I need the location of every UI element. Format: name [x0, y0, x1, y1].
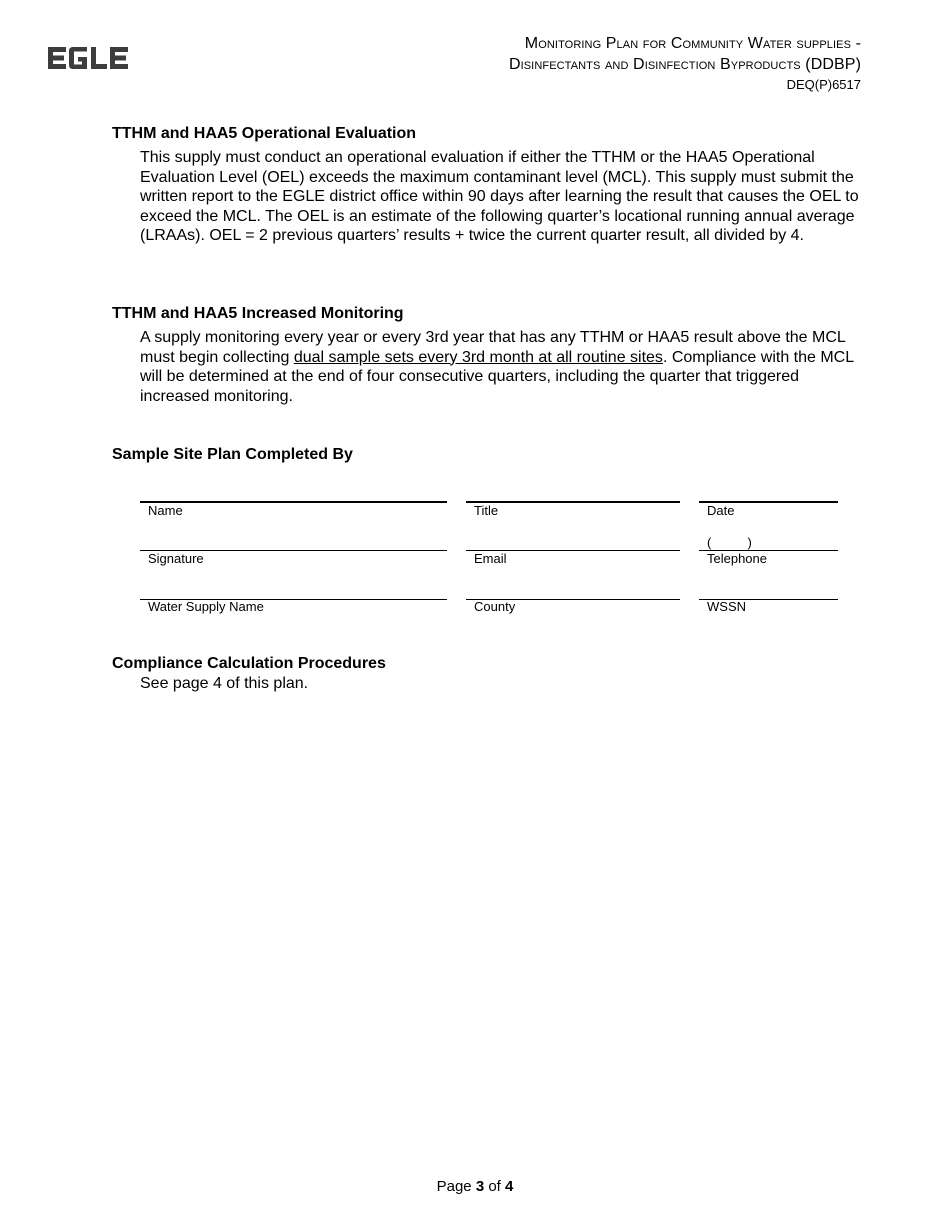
increased-monitoring-heading: TTHM and HAA5 Increased Monitoring — [112, 305, 404, 322]
compliance-calculation-text: See page 4 of this plan. — [140, 675, 309, 692]
page-current: 3 — [475, 1178, 485, 1195]
page-total: 4 — [505, 1178, 514, 1195]
of-word: of — [488, 1178, 501, 1195]
name-label: Name — [148, 503, 183, 518]
water-supply-name-label: Water Supply Name — [148, 599, 264, 614]
page-word: Page — [436, 1178, 472, 1195]
increased-monitoring-text-part2: . Compliance with the MCL will be determined at the end of four consecutive quarters, including the quarter that triggered increased monitoring. — [140, 348, 854, 405]
form-code: DEQ(P)6517 — [786, 77, 861, 92]
increased-monitoring-text — [140, 328, 865, 406]
document-header — [509, 33, 861, 94]
page-number — [0, 1178, 950, 1195]
title-field-line[interactable] — [466, 501, 680, 503]
operational-evaluation-heading: TTHM and HAA5 Operational Evaluation — [112, 125, 417, 142]
telephone-area-code-parens: ( ) — [707, 535, 752, 550]
wssn-label: WSSN — [707, 599, 746, 614]
county-label: County — [474, 599, 516, 614]
header-title-line-2: Disinfectants and Disinfection Byproducts (DDBP) — [508, 56, 861, 73]
increased-monitoring-text-part1: A supply monitoring every year or every 3rd year that has any TTHM or HAA5 result above the MCL must begin collecting — [140, 329, 846, 366]
email-label: Email — [474, 551, 507, 566]
compliance-calculation-heading: Compliance Calculation Procedures — [112, 655, 386, 672]
telephone-label: Telephone — [707, 551, 767, 566]
increased-monitoring-underlined: dual sample sets every 3rd month at all routine sites — [293, 348, 663, 366]
date-label: Date — [707, 503, 735, 518]
operational-evaluation-text: This supply must conduct an operational evaluation if either the TTHM or the HAA5 Operational Evaluation Level (OEL) exceeds the maximum contaminant level (MCL). This supply must submit the written report to the EGLE district office within 90 days after learning the result that causes the OEL to exceed the MCL. The OEL is an estimate of the following quarter’s locational running annual average (LRAAs). OEL = 2 previous quarters’ results + twice the current quarter result, all divided by 4. — [140, 149, 859, 245]
title-label: Title — [474, 503, 499, 518]
egle-logo — [46, 44, 130, 72]
header-title-line-1: Monitoring Plan for Community Water supplies - — [524, 35, 861, 52]
sample-site-plan-heading: Sample Site Plan Completed By — [112, 446, 353, 463]
name-field-line[interactable] — [140, 501, 447, 503]
signature-label: Signature — [148, 551, 204, 566]
